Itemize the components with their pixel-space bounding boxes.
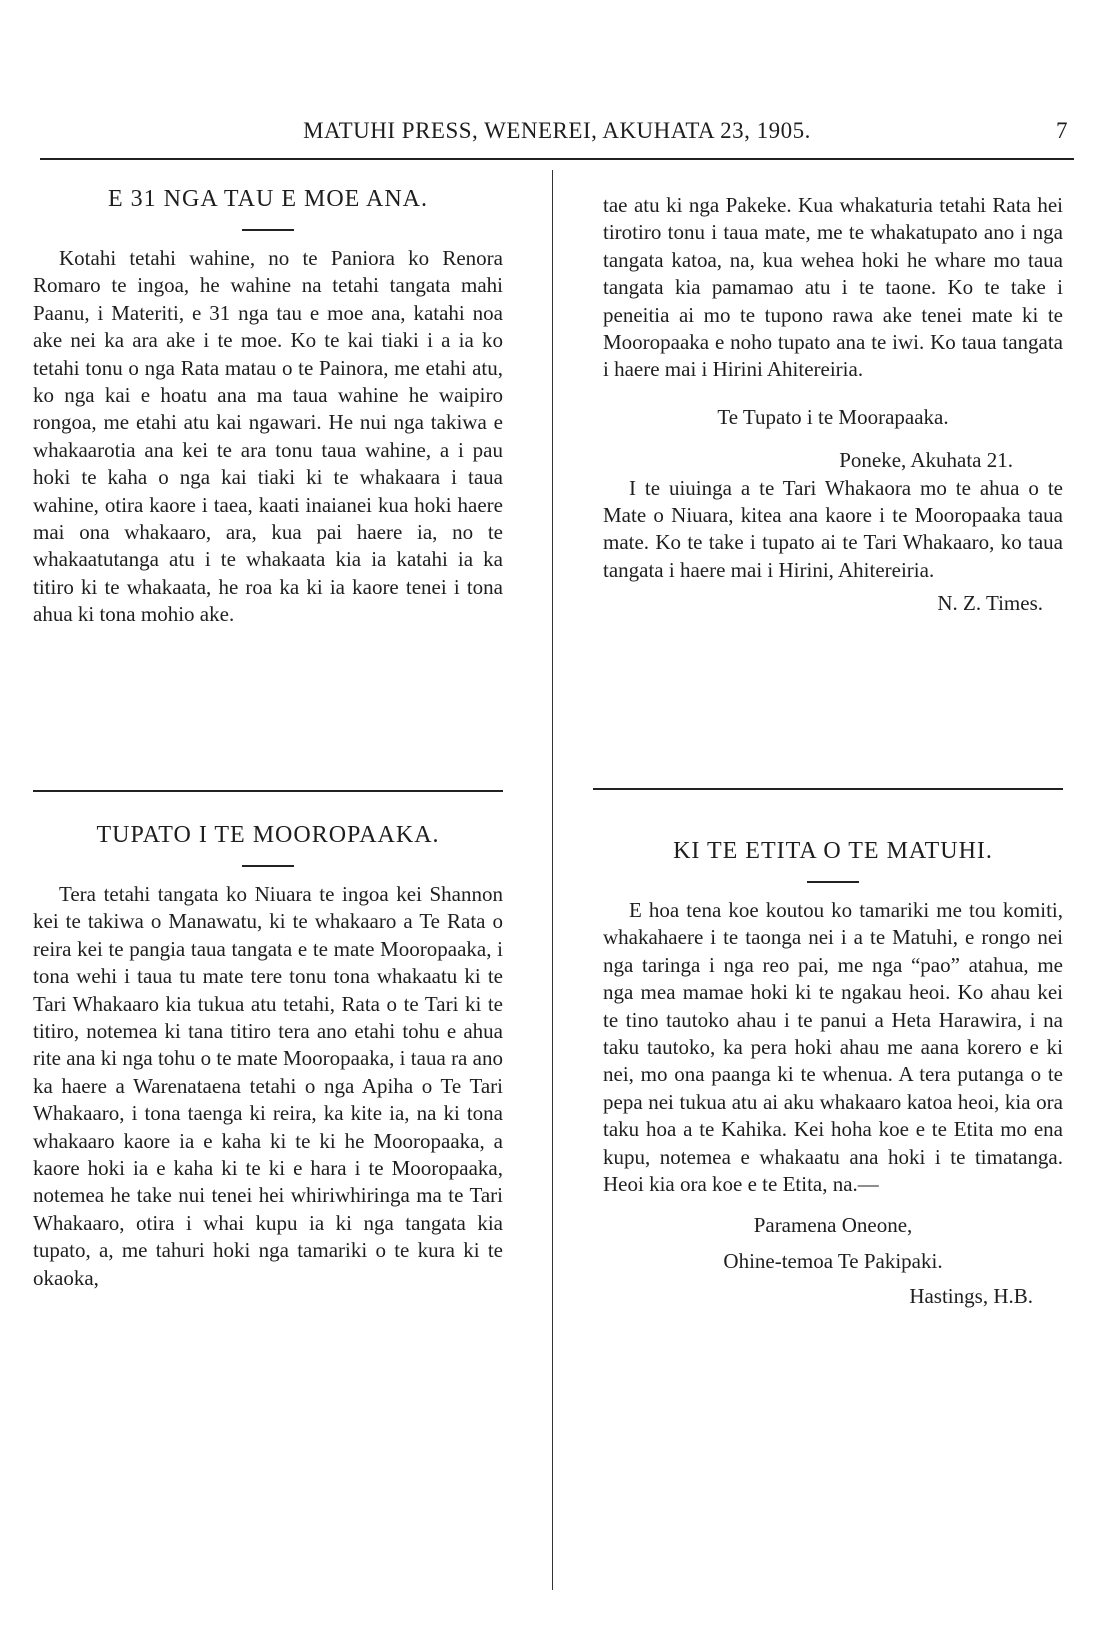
article-title: TUPATO I TE MOOROPAAKA. bbox=[96, 822, 440, 848]
dateline: Poneke, Akuhata 21. bbox=[839, 448, 1013, 473]
letter-body: E hoa tena koe koutou ko tamariki me tou komiti, whakahaere i te taonga nei i a te Matuhi, e rongo nei nga taringa i nga reo pai, me nga “pao” atahua, me nga mea mamae hoki ki te ngakau heoi. Ko ahau kei te tino tautoko ahau i te panui a Heta Harawira, i na taku tautoko, ka pera hoki ahau me aana korero e ki nei, mo ona paanga ki te whenua. A tera putanga o te pepa nei tukua atu ai aku whakaaro katoa heoi, kia ora taku hoa a te Kahika. Kei hoha koe e te Etita mo ena kupu, notemea e whakaatu ana hoki i te timatanga. Heoi kia ora koe e te Etita, na.— bbox=[603, 898, 1063, 1197]
running-head bbox=[40, 118, 1074, 154]
source-credit: N. Z. Times. bbox=[937, 591, 1043, 616]
letter-location: Hastings, H.B. bbox=[909, 1284, 1033, 1309]
article-separator bbox=[33, 790, 503, 792]
page-number: 7 bbox=[1056, 118, 1068, 143]
masthead-title: MATUHI PRESS, WENEREI, AKUHATA 23, 1905. bbox=[303, 118, 811, 143]
letter-to-editor bbox=[603, 838, 1063, 1311]
signature-name: Paramena Oneone, bbox=[753, 1213, 913, 1238]
article-31-years-asleep bbox=[33, 186, 503, 629]
article-body: Kotahi tetahi wahine, no te Paniora ko Renora Romaro te ingoa, he wahine na tetahi tangata mahi Paanu, i Materiti, e 31 nga tau e moe ana, katahi noa ake nei ka ara ake i te moe. Ko te kai tiaki i a ia ko tetahi tonu o nga Rata matau o te Painora, me etahi atu, ko nga kai e hoatu ana ma taua wahine he waipiro rongoa, me etahi atu kai ngawari. He nui nga takiwa e whakaarotia ana kei te ara tonu taua wahine, a i pau hoki te kaha o nga kai tiaki ki te whakaara i taua wahine, otira kaore i taea, kaati inaianei kua hoki haere mai ona whakaaro, ara, kua pai haere ia, no te whakaatutanga atu i te whakaata kia ia katahi ia ka titiro ki te whakaata, he roa ka ki ia kaore tenei i tona ahua ki tona mohio ake. bbox=[33, 246, 503, 627]
title-rule bbox=[242, 865, 294, 867]
article-separator bbox=[593, 788, 1063, 790]
notice-heading: Te Tupato i te Moorapaaka. bbox=[717, 404, 949, 429]
column-divider bbox=[552, 170, 553, 1590]
article-title: E 31 NGA TAU E MOE ANA. bbox=[108, 186, 428, 212]
title-rule bbox=[242, 229, 294, 231]
continuation-text: tae atu ki nga Pakeke. Kua whakaturia tetahi Rata hei tirotiro tonu i taua mate, me te whakatupato ano i nga tangata katoa, na, kua wehea hoki he whare mo taua tangata kia pamamao atu i te taone. Ko te take i peneitia ai mo te tupono rawa ake tenei mate ki te Mooropaaka e noho tupato ana te iwi. Ko taua tangata i haere mai i Hirini Ahitereiria. bbox=[603, 193, 1063, 382]
article-body: Tera tetahi tangata ko Niuara te ingoa kei Shannon kei te takiwa o Manawatu, ki te whakaaro a Te Rata o reira kei te pangia taua tangata e te mate Mooropaaka, i tona wehi i taua tu mate tere tonu tona whakaatu ki te Tari Whakaaro kia tukua atu tetahi, Rata o te Tari ki te titiro, notemea ki tana titiro tera ano etahi tohu e ahua rite ana ki nga tohu o te mate Mooropaaka, i taua ra ano ka haere a Warenataena tetahi o nga Apiha o Te Tari Whakaaro, i tona taenga ki reira, ka kite ia, na ki tona whakaaro kaore ia e kaha ki te ki he Mooropaaka, a kaore hoki ia e kaha ki te ki e hara i te Mooropaaka, notemea he take nui tenei hei whiriwhiringa ma te Tari Whakaaro, otira i whai kupu ia ki nga tangata kia tupato, a, me tahuri hoki nga tamariki o te kura ki te okaoka, bbox=[33, 882, 503, 1290]
title-rule bbox=[807, 881, 859, 883]
header-rule bbox=[40, 158, 1074, 160]
notice-body: I te uiuinga a te Tari Whakaora mo te ahua o te Mate o Niuara, kitea ana kaore i te Mooropaaka taua mate. Ko te take i tupato ai te Tari Whakaaro, ko taua tangata i haere mai i Hirini, Ahitereiria. bbox=[603, 475, 1063, 582]
article-continuation bbox=[603, 192, 1063, 618]
signature-place: Ohine-temoa Te Pakipaki. bbox=[723, 1248, 943, 1273]
letter-title: KI TE ETITA O TE MATUHI. bbox=[673, 838, 993, 864]
article-tupato-mooropaaka bbox=[33, 822, 503, 1292]
